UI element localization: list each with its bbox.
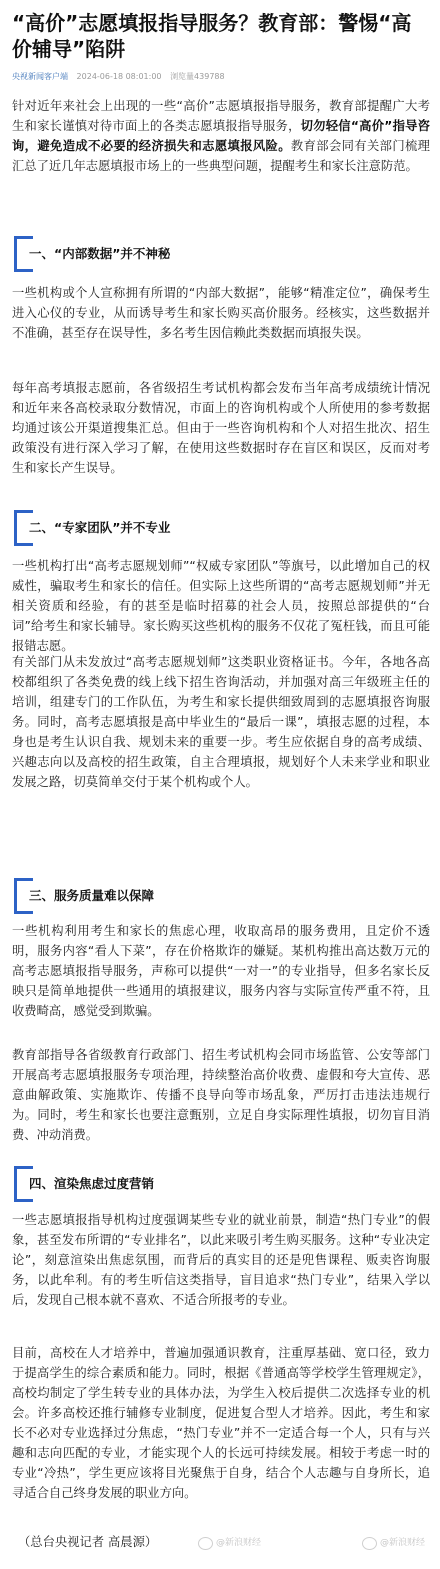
- weibo-logo-icon: [362, 1537, 377, 1550]
- publish-time: 2024-06-18 08:01:00: [76, 72, 162, 81]
- section-4-paragraph-2: 目前，高校在人才培养中，普遍加强通识教育，注重厚基础、宽口径，致力于提高学生的综合素质和能力。同时，根据《普通高等学校学生管理规定》，高校均制定了学生转专业的具体办法，为学生入校后提供二次选择专业的机会。许多高校还推行辅修专业制度，促进复合型人才培养。因此，考生和家长不必对专业选择过分焦虑，“热门专业”并不一定适合每一个人，只有与兴趣和志向匹配的专业，才能实现个人的长远可持续发展。相较于考虑一时的专业“冷热”，学生更应该将目光聚焦于自身，结合个人志趣与自身所长，追寻适合自己终身发展的职业方向。: [12, 1346, 430, 1500]
- section-heading-3: [14, 878, 427, 914]
- section-heading-2: [14, 510, 427, 546]
- section-3-paragraph-1: 一些机构利用考生和家长的焦虑心理，收取高昂的服务费用，且定价不透明，服务内容“看人下菜”，存在价格欺诈的嫌疑。某机构推出高达数万元的高考志愿填报指导服务，声称可以提供“一对一”的专业指导，但多名家长反映只是简单地提供一些通用的填报建议，服务内容与实际宣传严重不符，且收费畸高，感觉受到欺骗。: [12, 924, 430, 1018]
- intro-paragraph: [12, 96, 430, 176]
- section-heading-4: [14, 1166, 427, 1202]
- section-1-paragraph-1: 一些机构或个人宣称拥有所谓的“内部大数据”，能够“精准定位”，确保考生进入心仪的专业，从而诱导考生和家长购买高价服务。经核实，这些数据并不准确，甚至存在误导性，多名考生因信赖此类数据而填报失误。: [12, 286, 430, 340]
- article-title: “高价”志愿填报指导服务？教育部：警惕“高价辅导”陷阱: [12, 11, 412, 61]
- section-heading-text: 二、“专家团队”并不专业: [29, 520, 171, 535]
- section-2-paragraph-2: 有关部门从未发放过“高考志愿规划师”这类职业资格证书。今年，各地各高校都组织了各类免费的线上线下招生咨询活动，并加强对高三年级班主任的培训，组建专门的工作队伍，为考生和家长提供细致周到的志愿填报咨询服务。同时，高考志愿填报是高中毕业生的“最后一课”，填报志愿的过程，本身也是考生认识自我、规划未来的重要一步。考生应依据自身的高考成绩、兴趣志向以及高校的招生政策，自主合理填报，规划好个人未来学业和职业发展之路，切莫简单交付于某个机构或个人。: [12, 655, 430, 789]
- view-count: 浏览量439788: [170, 72, 225, 81]
- article-footer: [0, 1528, 440, 1558]
- intro-bold-text: 切勿轻信“高价”指导咨询，避免造成不必要的经济损失和志愿填报风险。: [12, 119, 430, 153]
- weibo-logo-icon: [198, 1537, 213, 1550]
- article-meta: [12, 71, 430, 83]
- section-heading-text: 四、渲染焦虑过度营销: [29, 1176, 155, 1191]
- section-4-paragraph-1: 一些志愿填报指导机构过度强调某些专业的就业前景，制造“热门专业”的假象，甚至发布所谓的“专业排名”，以此来吸引考生购买服务。这种“专业决定论”，刻意渲染出焦虑氛围，而背后的真实目的还是兜售课程、贩卖咨询服务，以此牟利。有的考生听信这类指导，盲目追求“热门专业”，结果入学以后，发现自己根本就不喜欢、不适合所报考的专业。: [12, 1213, 430, 1307]
- intro-text: 针对近年来社会上出现的一些“高价”志愿填报指导服务，教育部提醒广大考生和家长谨慎对待市面上的各类志愿填报指导服务，: [12, 99, 430, 133]
- section-heading-text: 三、服务质量难以保障: [29, 888, 155, 903]
- watermark-text: @新浪财经: [216, 1538, 262, 1548]
- watermark-left: [198, 1536, 261, 1550]
- section-heading-1: [14, 236, 427, 272]
- section-3-paragraph-2: 教育部指导各省级教育行政部门、招生考试机构会同市场监管、公安等部门开展高考志愿填报服务专项治理，持续整治高价收费、虚假和夸大宣传、恶意曲解政策、实施欺诈、传播不良导向等市场乱象，严厉打击违法违规行为。同时，考生和家长也要注意甄别，立足自身实际理性填报，切勿盲目消费、冲动消费。: [12, 1048, 430, 1142]
- watermark-right: [362, 1536, 425, 1550]
- watermark-text: @新浪财经: [380, 1538, 426, 1548]
- intro-text-end: 教育部会同有关部门梳理汇总了近几年志愿填报市场上的一些典型问题，提醒考生和家长注意防范。: [12, 139, 430, 173]
- source-link[interactable]: 央视新闻客户端: [12, 72, 68, 81]
- author-credit: （总台央视记者 高晨源）: [18, 1535, 158, 1549]
- section-heading-text: 一、“内部数据”并不神秘: [29, 246, 171, 261]
- section-2-paragraph-1: 一些机构打出“高考志愿规划师”“权威专家团队”等旗号，以此增加自己的权威性，骗取考生和家长的信任。但实际上这些所谓的“高考志愿规划师”并无相关资质和经验，有的甚至是临时招募的社会人员，按照总部提供的“台词”给考生和家长辅导。家长购买这些机构的服务不仅花了冤枉钱，而且可能报错志愿。: [12, 559, 430, 653]
- section-1-paragraph-2: 每年高考填报志愿前，各省级招生考试机构都会发布当年高考成绩统计情况和近年来各高校录取分数情况，市面上的咨询机构或个人所使用的参考数据均通过该公开渠道搜集汇总。但由于一些咨询机构和个人对招生批次、招生政策没有进行深入学习了解，在使用这些数据时存在盲区和误区，反而对考生和家长产生误导。: [12, 381, 430, 475]
